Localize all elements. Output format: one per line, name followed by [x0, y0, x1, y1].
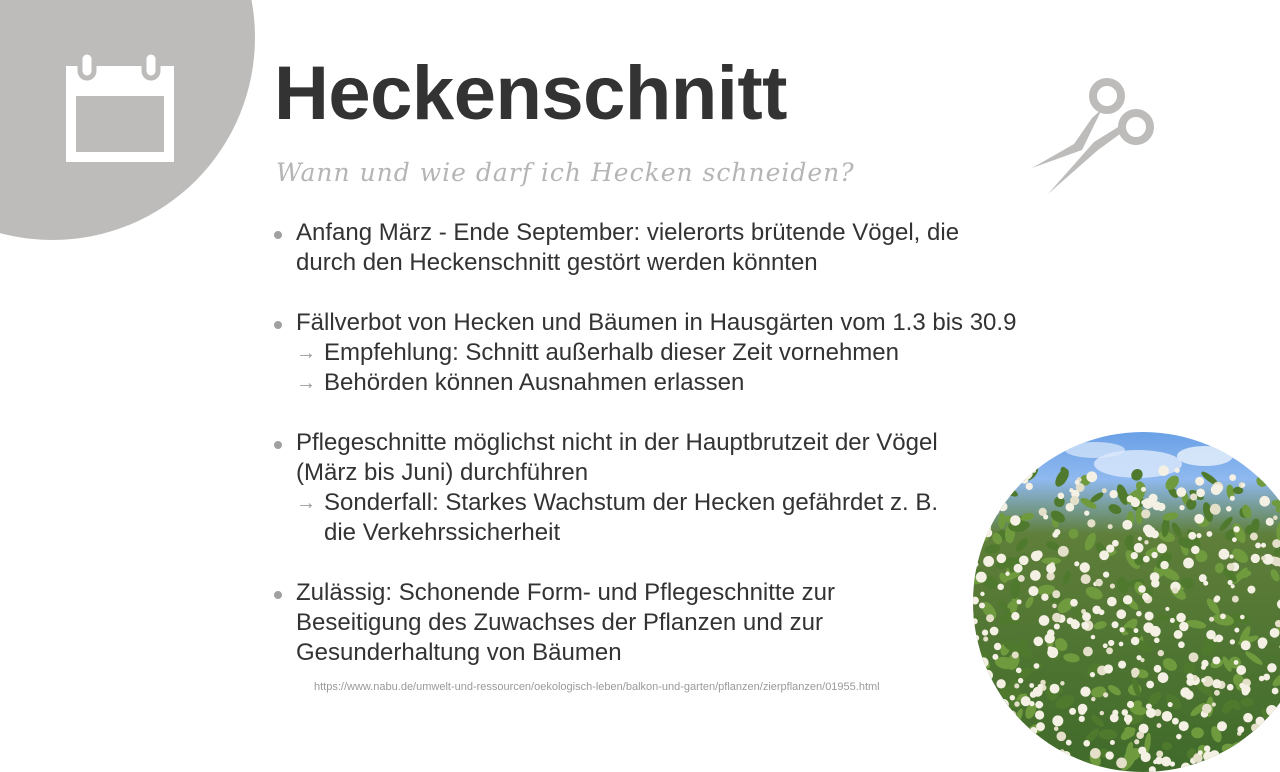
bullet-text-line: durch den Heckenschnitt gestört werden könnten [296, 249, 818, 276]
bullet-item [274, 428, 1074, 548]
calendar-icon [62, 52, 178, 168]
bullet-text-line: Anfang März - Ende September: vielerorts brütende Vögel, die [296, 219, 960, 246]
bullet-list [274, 218, 1074, 698]
sub-point-text: Sonderfall: Starkes Wachstum der Hecken gefährdet z. B. [324, 489, 939, 516]
slide-title: Heckenschnitt [274, 51, 787, 136]
arrow-right-icon: → [296, 342, 316, 364]
sub-point-text: die Verkehrssicherheit [324, 519, 561, 546]
bullet-item [274, 308, 1074, 398]
bullet-text-line: Zulässig: Schonende Form- und Pflegeschnitte zur [296, 579, 835, 606]
sub-point-text: Empfehlung: Schnitt außerhalb dieser Zeit vornehmen [324, 339, 899, 366]
bullet-text-line: Pflegeschnitte möglichst nicht in der Hauptbrutzeit der Vögel [296, 429, 938, 456]
bullet-item [274, 218, 1074, 278]
sub-point [296, 488, 1074, 548]
slide-subtitle: Wann und wie darf ich Hecken schneiden? [276, 158, 855, 187]
bullet-text-line: Beseitigung des Zuwachses der Pflanzen und zur [296, 609, 823, 636]
sub-point-text: Behörden können Ausnahmen erlassen [324, 369, 745, 396]
arrow-right-icon: → [296, 492, 316, 514]
sub-point [296, 338, 1074, 368]
hedge-photo [973, 432, 1280, 772]
bullet-text-line: Gesunderhaltung von Bäumen [296, 639, 622, 666]
arrow-right-icon: → [296, 372, 316, 394]
bullet-text-line: Fällverbot von Hecken und Bäumen in Hausgärten vom 1.3 bis 30.9 [296, 309, 1017, 336]
bullet-text-line: (März bis Juni) durchführen [296, 459, 589, 486]
bullet-item [274, 578, 1074, 668]
sub-point [296, 368, 1074, 398]
hedge-flowers-illustration [973, 432, 1280, 772]
scissors-icon [1026, 76, 1158, 196]
source-url[interactable]: https://www.nabu.de/umwelt-und-ressourcen/oekologisch-leben/balkon-und-garten/pflanzen/zierpflanzen/01955.html [314, 681, 880, 693]
